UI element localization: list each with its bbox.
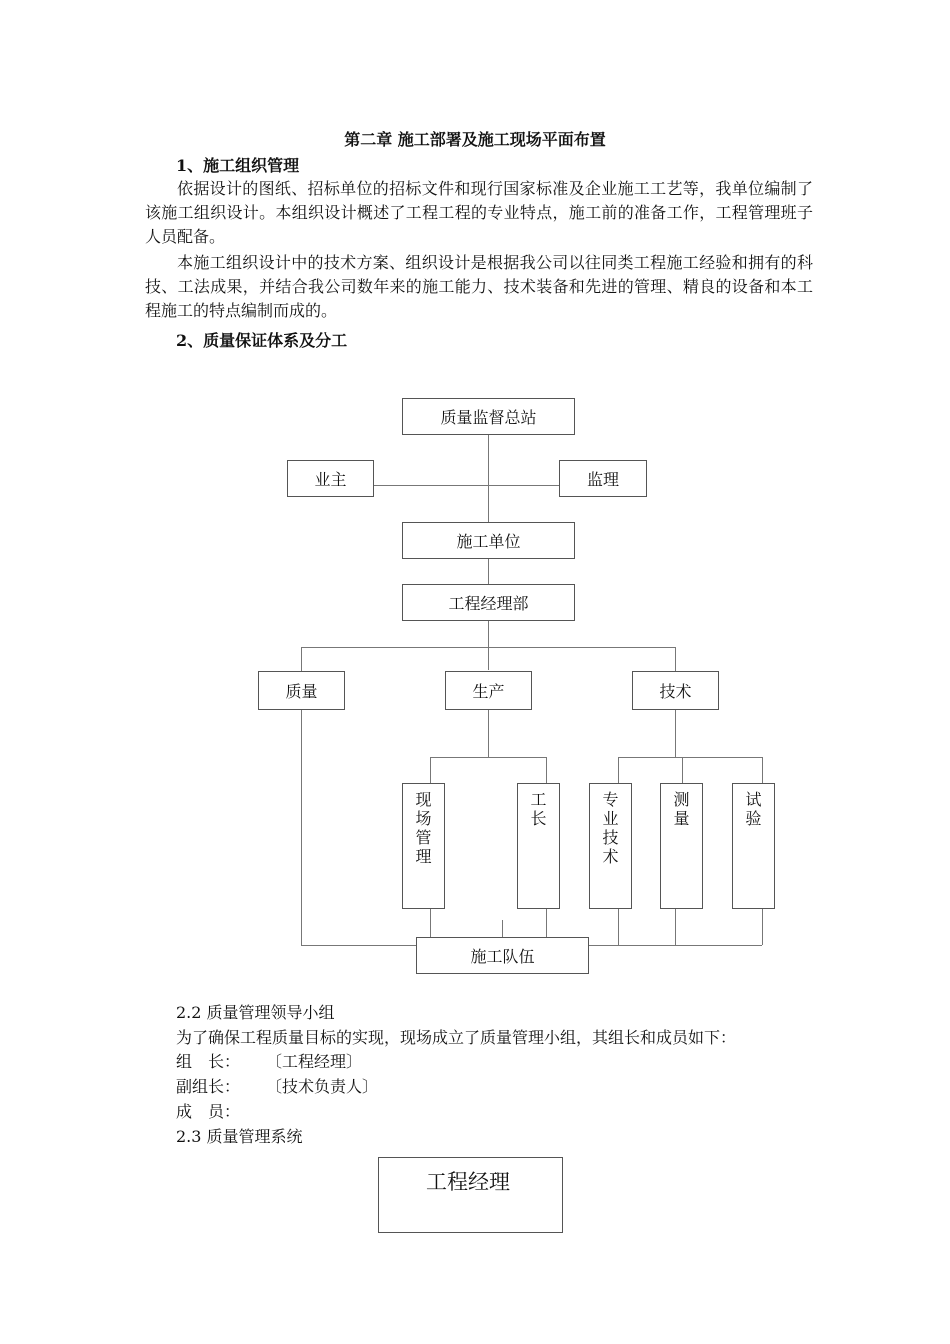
connector-line (618, 757, 762, 758)
node-char: 现 (415, 790, 432, 809)
node-survey (660, 783, 703, 909)
node-quality-supervision-station: 质量监督总站 (402, 398, 575, 435)
node-project-department: 工程经理部 (402, 584, 575, 621)
node-char: 术 (602, 847, 619, 866)
node-production: 生产 (445, 671, 532, 710)
connector-line (502, 920, 503, 938)
connector-line (762, 907, 763, 945)
connector-line (546, 757, 547, 783)
node-char: 业 (602, 809, 619, 828)
node-char: 技 (602, 828, 619, 847)
member-label: 成 员： (176, 1102, 241, 1121)
paragraph-1: 依据设计的图纸、招标单位的招标文件和现行国家标准及企业施工工艺等，我单位编制了该施工组织设计。本组织设计概述了工程工程的专业特点，施工前的准备工作，工程管理班子人员配备。 (145, 179, 813, 246)
connector-line (682, 757, 683, 783)
node-char: 理 (415, 847, 432, 866)
deputy-label: 副组长： (176, 1077, 241, 1096)
connector-line (488, 620, 489, 670)
connector-line (618, 757, 619, 783)
node-char: 专 (602, 790, 619, 809)
paragraph-2: 本施工组织设计中的技术方案、组织设计是根据我公司以往同类工程施工经验和拥有的科技、工法成果，并结合我公司数年来的施工能力、技术装备和先进的管理、精良的设备和本工程施工的特点编制而成的。 (145, 253, 813, 320)
node-char: 测 (673, 790, 690, 809)
node-construction-team: 施工队伍 (416, 937, 589, 974)
paragraph-intro: 为了确保工程质量目标的实现，现场成立了质量管理小组，其组长和成员如下： (176, 1028, 737, 1047)
node-char: 试 (745, 790, 762, 809)
section-heading-2: 2、质量保证体系及分工 (176, 331, 348, 350)
section-heading-1: 1、施工组织管理 (176, 156, 300, 175)
node-char: 管 (415, 828, 432, 847)
connector-line (488, 434, 489, 522)
node-technology: 技术 (632, 671, 719, 710)
node-site-management (402, 783, 445, 909)
connector-line (675, 907, 676, 945)
connector-line (488, 709, 489, 757)
node-char: 工 (530, 790, 547, 809)
connector-line (301, 709, 302, 945)
connector-line (373, 485, 559, 486)
connector-line (675, 709, 676, 757)
connector-line (430, 757, 431, 783)
node-contractor: 施工单位 (402, 522, 575, 559)
page-title: 第二章 施工部署及施工现场平面布置 (344, 130, 606, 149)
node-quality: 质量 (258, 671, 345, 710)
leader-value: 〔工程经理〕 (266, 1052, 363, 1071)
node-testing (732, 783, 775, 909)
section-heading-2-3: 2.3 质量管理系统 (176, 1127, 303, 1146)
leader-label: 组 长： (176, 1052, 241, 1071)
node-specialty-technology (589, 783, 632, 909)
connector-line (301, 647, 302, 671)
section-heading-2-2: 2.2 质量管理领导小组 (176, 1003, 335, 1022)
connector-line (762, 757, 763, 783)
deputy-value: 〔技术负责人〕 (266, 1077, 379, 1096)
node-char: 长 (530, 809, 547, 828)
connector-line (675, 647, 676, 671)
connector-line (301, 647, 675, 648)
node-char: 量 (673, 809, 690, 828)
connector-line (430, 757, 546, 758)
node-supervisor: 监理 (559, 460, 647, 497)
node-foreman (517, 783, 560, 909)
project-manager-label: 工程经理 (426, 1170, 510, 1194)
node-owner: 业主 (287, 460, 374, 497)
node-char: 场 (415, 809, 432, 828)
connector-line (618, 907, 619, 945)
connector-line (488, 558, 489, 584)
node-char: 验 (745, 809, 762, 828)
